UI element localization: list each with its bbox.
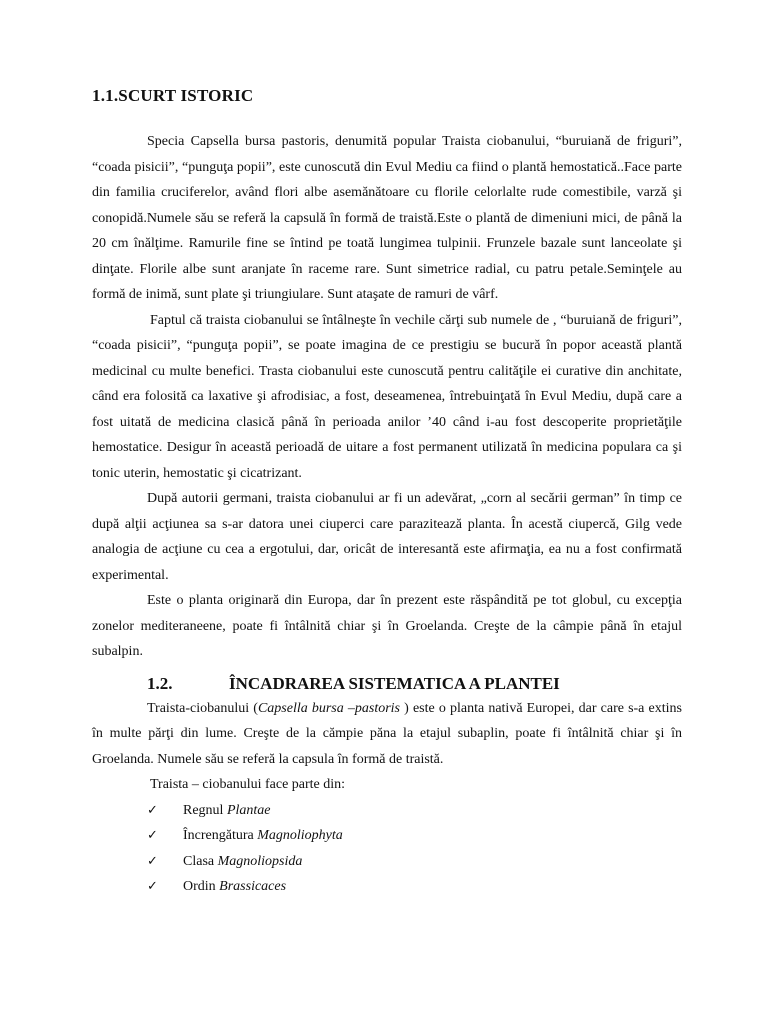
para-text-after: ) este o planta nativă Europei, dar care s-a extins în multe părţi din lume. Creşte de la cămpie păna la etajul subaplin, poate fi întâlnită chiar şi în Groelanda. Numele său se referă la capsula în formă de traistă. bbox=[92, 700, 682, 767]
item-value: Plantae bbox=[226, 802, 271, 818]
item-value: Magnoliopsida bbox=[217, 853, 303, 869]
list-item bbox=[147, 874, 682, 900]
item-label: Încrengătura bbox=[183, 828, 254, 843]
paragraph-4: Este o planta originară din Europa, dar în prezent este răspândită pe tot globul, cu excepţia zonelor mediteraneene, poate fi întâlnită chiar şi în Groelanda. Creşte de la câmpie până în etajul subalpin. bbox=[92, 593, 682, 659]
checkmark-icon: ✓ bbox=[147, 879, 158, 894]
section-number: 1.2. bbox=[147, 673, 173, 693]
item-label: Ordin bbox=[183, 879, 216, 894]
item-label: Clasa bbox=[183, 853, 215, 869]
item-value: Brassicaces bbox=[219, 879, 287, 894]
list-item bbox=[147, 823, 682, 849]
checkmark-icon: ✓ bbox=[147, 853, 158, 869]
paragraph-3: După autorii germani, traista ciobanului ar fi un adevărat, „corn al secării german” în timp ce după alţii acţiunea sa s-ar datora unei ciuperci care parazitează planta. În acestă ciupercă, Gilg vede analogia de acţiune cu cea a ergotului, dar, oricât de interesantă este afirmaţia, ea nu a fost confirmată experimental. bbox=[92, 491, 682, 583]
section-title: ÎNCADRAREA SISTEMATICA A PLANTEI bbox=[229, 673, 560, 693]
list-item bbox=[147, 798, 682, 824]
checkmark-icon: ✓ bbox=[147, 802, 158, 818]
document-page bbox=[92, 84, 682, 900]
item-label: Regnul bbox=[183, 802, 224, 818]
classification-list bbox=[92, 798, 682, 900]
species-name: Capsella bursa –pastoris bbox=[257, 700, 401, 716]
list-item bbox=[147, 849, 682, 875]
item-value: Magnoliophyta bbox=[257, 828, 343, 843]
para-text-before: Traista-ciobanului ( bbox=[147, 700, 258, 716]
paragraph-2: Faptul că traista ciobanului se întâlneşte în vechile cărţi sub numele de , “buruiană de friguri”, “coada pisicii”, “punguţa popii”, se poate imagina de ce prestigiu se bucură în popor această plantă medicinal cu multe benefici. Trasta ciobanului este cunoscută pentru calităţile ei curative din anchitate, când era folosită ca laxative şi afrodisiac, a fost, deseamenea, întrebuinţată în Evul Mediu, după care a fost uitată de medicina clasică până în perioada anilor ’40 când i-au fost descoperite proprietăţile hemostatice. Desigur în această perioadă de uitare a fost permanent utilizată în medicina populara ca şi tonic uterin, hemostatic şi cicatrizant. bbox=[92, 312, 682, 481]
checkmark-icon: ✓ bbox=[147, 828, 158, 843]
section-heading-incadrarea bbox=[92, 672, 682, 696]
section-heading-scurt-istoric: 1.1.SCURT ISTORIC bbox=[92, 86, 254, 105]
paragraph-1: Specia Capsella bursa pastoris, denumită popular Traista ciobanului, “buruiană de friguri”, “coada pisicii”, “punguţa popii”, este cunoscută din Evul Mediu ca fiind o plantă hemostatică..Face parte din familia cruciferelor, având flori albe asemănătoare cu florile celorlalte rude comestibile, varză şi conopidă.Numele său se referă la capsulă în formă de traistă.Este o plantă de dimeniuni mici, de până la 20 cm înălţime. Ramurile fine se întind pe toată lungimea tulpinii. Frunzele bazale sunt lanceolate şi dinţate. Florile albe sunt aranjate în raceme rare. Sunt simetrice radial, cu patru petale.Seminţele au formă de inimă, sunt plate şi triungiulare. Sunt ataşate de ramuri de vârf. bbox=[92, 134, 682, 302]
paragraph-systematics bbox=[92, 696, 682, 773]
classification-intro: Traista – ciobanului face parte din: bbox=[150, 777, 346, 792]
